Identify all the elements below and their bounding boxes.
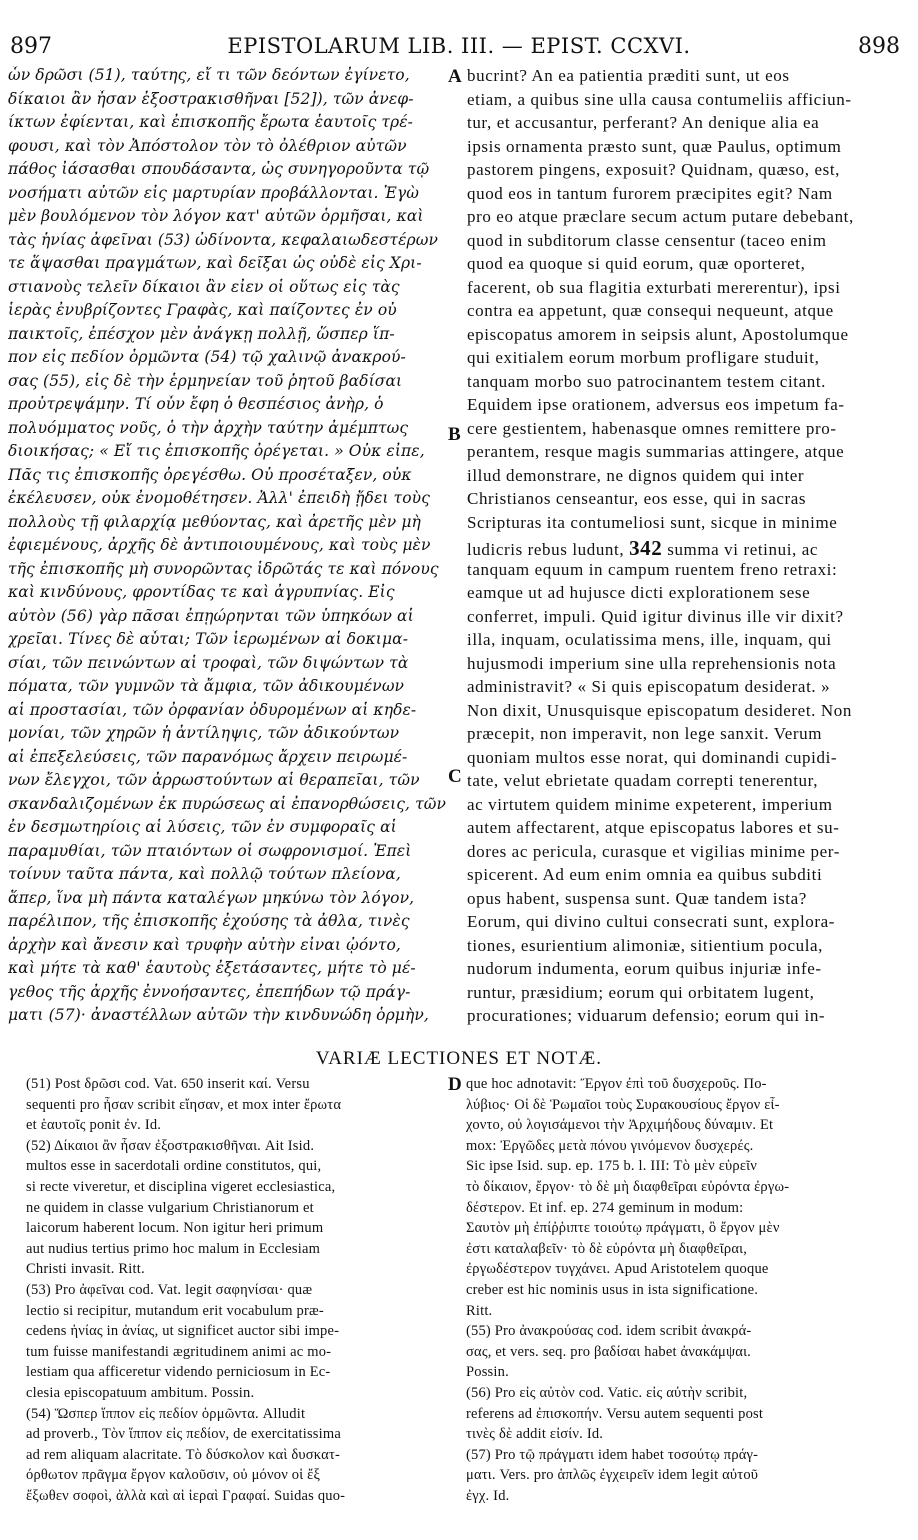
greek-text-line: αὐτὸν (56) γὰρ πᾶσαι ἐπῃώρηνται τῶν ὑπηκόων αἱ	[8, 606, 414, 625]
running-title: EPISTOLARUM LIB. III. — EPIST. CCXVI.	[227, 34, 691, 58]
latin-text-line: pastorem pingens, exposuit? Quidnam, quæso, est,	[467, 160, 841, 179]
greek-text-line: νων ἔλεγχοι, τῶν ἀρρωστούντων αἱ θεραπεῖαι, τῶν	[8, 771, 420, 789]
note-line: lectio si recipitur, mutandum erit vocabulum præ-	[26, 1302, 324, 1319]
latin-text-line: Equidem ipse orationem, adversus eos impetum fa-	[467, 395, 845, 414]
note-line: cedens ἡνίας in ἀνίας, ut significet auctor sibi impe-	[26, 1323, 340, 1340]
note-line: (52) Δίκαιοι ἂν ἦσαν ἐξοστρακισθῆναι. Ait Isid.	[26, 1137, 315, 1154]
note-line: όρθωτον πρᾶγμα ἔργον καλοῦσιν, οὐ μόνον οἱ ἔξ	[26, 1467, 321, 1484]
note-line: ἔξωθεν σοφοὶ, ἀλλὰ καὶ αἱ ἱεραὶ Γραφαί. Suidas quo-	[26, 1488, 346, 1504]
note-line: δέστερον. Et inf. ep. 274 geminum in modum:	[466, 1199, 744, 1216]
greek-text-line: πόματα, τῶν γυμνῶν τὰ ἄμφια, τῶν ἀδικουμένων	[8, 677, 405, 695]
greek-text-line: τε ἅψασθαι πραγμάτων, καὶ δεῖξαι ὡς οὐδὲ εἰς Χρι-	[8, 254, 422, 272]
page-marker: 342	[629, 536, 663, 560]
note-line: lestiam qua afficeretur videndo perniciosum in Ec-	[26, 1364, 331, 1381]
note-line: ad proverb., Τὸν ἵππον εἰς πεδίον, de exercitatissima	[26, 1426, 341, 1443]
latin-text-line: bucrint? An ea patientia præditi sunt, ut eos	[467, 66, 790, 85]
latin-text-line: quod ea quoque si quid eorum, quæ oporteret,	[467, 254, 806, 273]
note-line: laicorum haberent locum. Non igitur heri primum	[26, 1220, 324, 1237]
note-line: (56) Pro εἰς αὐτὸν cod. Vatic. εἰς αὐτὴν scribit,	[466, 1385, 748, 1401]
greek-text-line: ἀρχὴν καὶ ἄνεσιν καὶ τρυφὴν αὐτὴν εἶναι ᾠόντο,	[8, 935, 401, 954]
note-line: referens ad ἐπισκοπήν. Versu autem sequenti post	[466, 1405, 764, 1422]
notes-heading: VARIÆ LECTIONES ET NOTÆ.	[315, 1048, 603, 1069]
greek-text-line: δίκαιοι ἂν ἦσαν ἐξοστρακισθῆναι [52]), τῶν ἀνεφ-	[8, 89, 414, 108]
note-line: λύβιος· Οἱ δὲ Ῥωμαῖοι τοὺς Συρακουσίους ἔργον εἶ-	[466, 1096, 780, 1113]
greek-text-line: τοίνυν ταῦτα πάντα, καὶ πολλῷ τούτων πλείονα,	[8, 865, 401, 883]
latin-text-line: illud demonstrare, ne dignos quidem qui inter	[467, 465, 805, 485]
greek-text-line: πάθος ἰάσασθαι σπουδάσαντα, ὡς συνηγοροῦντα τῷ	[8, 160, 430, 178]
greek-text-line: ἅπερ, ἵνα μὴ πάντα καταλέγων μηκύνω τὸν λόγον,	[8, 888, 415, 907]
greek-text-line: νοσήματι αὐτῶν εἰς μαρτυρίαν προβάλλονται. Ἐγὼ	[8, 183, 420, 202]
greek-text-line: ἐφιεμένους, ἀρχῆς δὲ ἀντιποιουμένους, καὶ τοὺς μὲν	[8, 536, 431, 554]
note-line: χοντο, οὐ λογισάμενοι τὴν Ἀρχιμήδους δύναμιν. Et	[466, 1117, 774, 1134]
note-line: τινὲς δὲ addit εἰσίν. Id.	[466, 1426, 604, 1443]
note-line: que hoc adnotavit: Ἔργον ἐπὶ τοῦ δυσχεροῦς. Πο-	[466, 1076, 767, 1092]
latin-text-line: qui exitialem eorum morbum profligare studuit,	[467, 348, 820, 367]
note-line: mox: Ἐργῶδες μετὰ πόνου γινόμενον δυσχερές.	[466, 1137, 754, 1154]
latin-text-line: runtur, præsidium; eorum qui orbitatem lugent,	[467, 982, 815, 1002]
note-line: ne quidem in classe vulgarium Christianorum et	[26, 1199, 314, 1216]
greek-text-line: μὲν βουλόμενον τὸν λόγον κατ' αὐτῶν ὁρμῆσαι, καὶ	[8, 207, 424, 225]
greek-text-line: αἱ ἐπεξελεύσεις, τῶν παρανόμως ἄρχειν πειρωμέ-	[8, 747, 408, 766]
greek-text-line: ὧν δρῶσι (51), ταύτης, εἴ τι τῶν δεόντων ἐγίνετο,	[8, 66, 410, 84]
latin-text-line: facerent, ob sua flagitia exturbati mererentur), ipsi	[467, 277, 841, 297]
greek-text-line: χρεῖαι. Τίνες δὲ αὗται; Τῶν ἱερωμένων αἱ δοκιμα-	[8, 630, 409, 648]
note-line: ad rem aliquam alacritate. Τὸ δύσκολον καὶ δυσκατ-	[26, 1446, 341, 1463]
latin-text-line: hujusmodi imperium sine ulla reprehensionis nota	[467, 653, 837, 673]
note-line: creber est hic nominis usus in ista significatione.	[466, 1282, 759, 1298]
note-line: Σαυτὸν μὴ ἐπίῤῥιπτε τοιούτῳ πράγματι, ὃ ἔργον μὲν	[466, 1220, 780, 1237]
notes-right-column	[466, 1076, 898, 1516]
greek-text-line: διοικήσας; « Εἴ τις ἐπισκοπῆς ὀρέγεται. » Οὐκ εἶπε,	[8, 442, 425, 460]
note-line: τὸ δίκαιον, ἔργον· τὸ δὲ μὴ διαφθεῖραι εὑρόντα ἐργω-	[466, 1179, 790, 1195]
greek-text-line: ἱερὰς ἐνυβρίζοντες Γραφὰς, καὶ παίζοντες ἐν οὐ	[8, 301, 397, 319]
section-letter-c: C	[448, 766, 462, 787]
note-line: (53) Pro ἀφεῖναι cod. Vat. legit σαφηνίσαι· quæ	[26, 1282, 313, 1298]
latin-text-line: ipsis ornamenta præsto sunt, quæ Paulus, optimum	[467, 136, 842, 156]
page-header	[0, 26, 918, 60]
greek-text-line: τῆς ἐπισκοπῆς μὴ συνορῶντας ἱδρῶτάς τε καὶ πόνους	[8, 559, 439, 578]
section-letter-d: D	[448, 1074, 462, 1095]
greek-text-line: ίκτων ἐφίενται, καὶ ἐπισκοπῆς ἔρωτα ἑαυτοῖς τρέ-	[8, 113, 414, 131]
latin-text-line: tur, et accusantur, perferant? An denique alia ea	[467, 113, 820, 132]
latin-text-line: quoniam multos esse norat, qui dominandi cupidi-	[467, 747, 838, 767]
greek-text-line: παικτοῖς, ἐπέσχον μὲν ἀνάγκῃ πολλῇ, ὥσπερ ἵπ-	[8, 324, 395, 343]
note-line: Christi invasit. Ritt.	[26, 1261, 145, 1278]
latin-text-line: Eorum, qui divino cultui consecrati sunt, explora-	[467, 912, 836, 931]
note-line: ἐγχ. Id.	[466, 1488, 510, 1504]
note-line: (51) Post δρῶσι cod. Vat. 650 inserit καί. Versu	[26, 1076, 310, 1092]
note-line: Sic ipse Isid. sup. ep. 175 b. l. III: Τὸ μὲν εὑρεῖν	[466, 1158, 757, 1175]
latin-text-line: tate, velut ebrietate quadam correpti tenerentur,	[467, 771, 819, 790]
latin-text-line: tanquam equum in campum ruentem freno retraxi:	[467, 559, 838, 579]
latin-text-line: administravit? « Si quis episcopatum desiderat. »	[467, 677, 831, 696]
note-line: sequenti pro ἦσαν scribit εἴησαν, et mox inter ἔρωτα	[26, 1096, 342, 1113]
latin-text-line: Scripturas ita contumeliosi sunt, sicque in minime	[467, 512, 838, 532]
greek-text-line: μονίαι, τῶν χηρῶν ἡ ἀντίληψις, τῶν ἀδικούντων	[8, 724, 400, 742]
greek-text-line: Πᾶς τις ἐπισκοπῆς ὀρεγέσθω. Οὐ προσέταξεν, οὐκ	[8, 465, 412, 484]
latin-text-line: ludicris rebus ludunt, 342 summa vi retinui, ac	[467, 536, 819, 560]
note-line: (57) Pro τῷ πράγματι idem habet τοσούτῳ πράγ-	[466, 1446, 759, 1463]
latin-text-line: eamque ut ad hujusce dicti explorationem sese	[467, 583, 811, 602]
latin-text-line: procurationes; viduarum defensio; eorum qui in-	[467, 1006, 826, 1025]
greek-text-line: παρέλιπον, τῆς ἐπισκοπῆς ἐχούσης τὰ ἆθλα, τινὲς	[8, 912, 410, 930]
latin-text-line: Christianos censeantur, eos esse, qui in sacras	[467, 489, 807, 508]
note-line: (54) Ὥσπερ ἵππον εἰς πεδίον ὁρμῶντα. Alludit	[26, 1405, 306, 1422]
greek-text-line: αἱ προστασίαι, τῶν ὀρφανίαν ὀδυρομένων αἱ κηδε-	[8, 700, 417, 719]
note-line: aut nudius tertius primo hoc malum in Ecclesiam	[26, 1240, 321, 1257]
greek-text-line: σκανδαλιζομένων ἐκ πυρώσεως αἱ ἐπανορθώσεις, τῶν	[8, 794, 447, 813]
latin-text-column	[467, 66, 900, 1036]
latin-text-line: illa, inquam, oculatissima mens, ille, inquam, qui	[467, 630, 832, 649]
latin-text-line: opus habent, suspensa sunt. Quæ tandem ista?	[467, 888, 807, 908]
latin-text-line: etiam, a quibus sine ulla causa contumeliis afficiun-	[467, 89, 852, 109]
greek-text-line: σας (55), εἰς δὲ τὴν ἑρμηνείαν τοῦ ῥητοῦ βαδίσαι	[8, 371, 403, 390]
greek-text-line: ἐκέλευσεν, οὐκ ἐνομοθέτησεν. Ἀλλ' ἐπειδὴ ᾔδει τοὺς	[8, 489, 430, 507]
note-line: clesia episcopatuum ambitum. Possin.	[26, 1385, 255, 1401]
latin-text-line: autem affectarent, atque episcopatus labores et su-	[467, 818, 840, 837]
latin-text-line: ac virtutem quidem minime expeterent, imperium	[467, 794, 833, 814]
latin-text-line: pro eo atque præclare secum actum putare debebant,	[467, 207, 854, 226]
greek-text-line: πον εἰς πεδίον ὁρμῶντα (54) τῷ χαλινῷ ἀνακρού-	[8, 348, 406, 366]
note-line: Possin.	[466, 1364, 509, 1381]
latin-text-line: quod eos in tantum furorem præcipites egit? Nam	[467, 183, 833, 203]
notes-left-column	[26, 1076, 444, 1516]
greek-text-line: καὶ κινδύνους, φροντίδας τε καὶ ἀγρυπνίας. Εἰς	[8, 583, 395, 601]
greek-text-line: γεθος τῆς ἀρχῆς ἐννοήσαντες, ἐπεπήδων τῷ πράγ-	[8, 982, 411, 1001]
note-line: ἐστι καταλαβεῖν· τὸ δὲ εὑρόντα μὴ διαφθεῖραι,	[466, 1240, 748, 1257]
latin-text-line: contra ea appetunt, quæ consequi nequeunt, atque	[467, 301, 834, 320]
latin-text-line: dores ac pericula, curasque et vigilias minime per-	[467, 841, 840, 861]
greek-text-line: πολλοὺς τῇ φιλαρχίᾳ μεθύοντας, καὶ ἀρετῆς μὲν μὴ	[8, 512, 421, 531]
latin-text-line: episcopatus amorem in seipsis alunt, Apostolumque	[467, 324, 849, 344]
latin-text-line: spicerent. Ad eum enim omnia ea quibus subditi	[467, 865, 823, 884]
note-line: Ritt.	[466, 1302, 493, 1319]
latin-text-line: perantem, resque magis summarias attingere, atque	[467, 442, 845, 461]
greek-text-line: ἐν δεσμωτηρίοις αἱ λύσεις, τῶν ἐν συμφοραῖς αἱ	[8, 818, 397, 836]
note-line: et ἑαυτοῖς ponit ἐν. Id.	[26, 1117, 162, 1134]
greek-text-line: τὰς ἡνίας ἀφεῖναι (53) ὠδίνοντα, κεφαλαιωδεστέρων	[8, 230, 438, 249]
note-line: si recte viveretur, et disciplina vigeret ecclesiastica,	[26, 1179, 336, 1195]
note-line: σας, et vers. seq. pro βαδίσαι habet ἀνακάμψαι.	[466, 1343, 752, 1360]
latin-text-line: præcepit, non imperavit, non lege sanxit. Verum	[467, 724, 823, 743]
greek-text-line: φουσι, καὶ τὸν Ἀπόστολον τὸν τὸ ὀλέθριον αὐτῶν	[8, 136, 407, 155]
latin-text-line: tiones, esurientium alimoniæ, sitientium pocula,	[467, 935, 824, 955]
section-letter-b: B	[448, 424, 461, 445]
latin-text-line: conferret, impuli. Quid igitur divinus ille vir dixit?	[467, 606, 844, 626]
latin-text-line: tanquam morbo suo patrocinantem testem citant.	[467, 371, 827, 391]
note-line: multos esse in sacerdotali ordine constitutos, qui,	[26, 1158, 322, 1175]
latin-text-line: cere gestientem, habenasque omnes remittere pro-	[467, 418, 837, 438]
latin-text-line: Non dixit, Unusquisque episcopatum desideret. Non	[467, 700, 852, 720]
right-page-number: 898	[858, 34, 900, 59]
note-line: ματι. Vers. pro ἁπλῶς ἐγχειρεῖν idem legit αὐτοῦ	[466, 1467, 759, 1484]
left-page-number: 897	[10, 34, 52, 59]
latin-text-line: nudorum indumenta, eorum quibus injuriæ infe-	[467, 959, 822, 978]
note-line: (55) Pro ἀνακρούσας cod. idem scribit ἀνακρά-	[466, 1323, 752, 1340]
latin-text-line: quod in subditorum classe censentur (taceo enim	[467, 230, 827, 250]
greek-text-line: πολυόμματος νοῦς, ὁ τὴν ἀρχὴν ταύτην ἀμέμπτως	[8, 418, 409, 437]
greek-text-column	[8, 66, 448, 1036]
note-line: tum fuisse manifestandi ægritudinem animi ac mo-	[26, 1343, 332, 1360]
greek-text-line: καὶ μήτε τὰ καθ' ἑαυτοὺς ἐξετάσαντες, μήτε τὸ μέ-	[8, 959, 416, 977]
section-letter-a: A	[448, 66, 462, 87]
greek-text-line: στιανοὺς τελεῖν δίκαιοι ἂν εἶεν οἱ οὕτως εἰς τὰς	[8, 277, 400, 296]
greek-text-line: προὐτρεψάμην. Τί οὖν ἔφη ὁ θεσπέσιος ἀνὴρ, ὁ	[8, 395, 384, 413]
greek-text-line: παραμυθίαι, τῶν πταιόντων οἱ σωφρονισμοί. Ἐπεὶ	[8, 841, 412, 860]
note-line: ἐργωδέστερον τυγχάνει. Apud Aristotelem quoque	[466, 1261, 769, 1278]
greek-text-line: σίαι, τῶν πεινώντων αἱ τροφαὶ, τῶν διψώντων τὰ	[8, 653, 409, 672]
greek-text-line: ματι (57)· ἀναστέλλων αὐτῶν τὴν κινδυνώδη ὁρμὴν,	[8, 1006, 429, 1024]
